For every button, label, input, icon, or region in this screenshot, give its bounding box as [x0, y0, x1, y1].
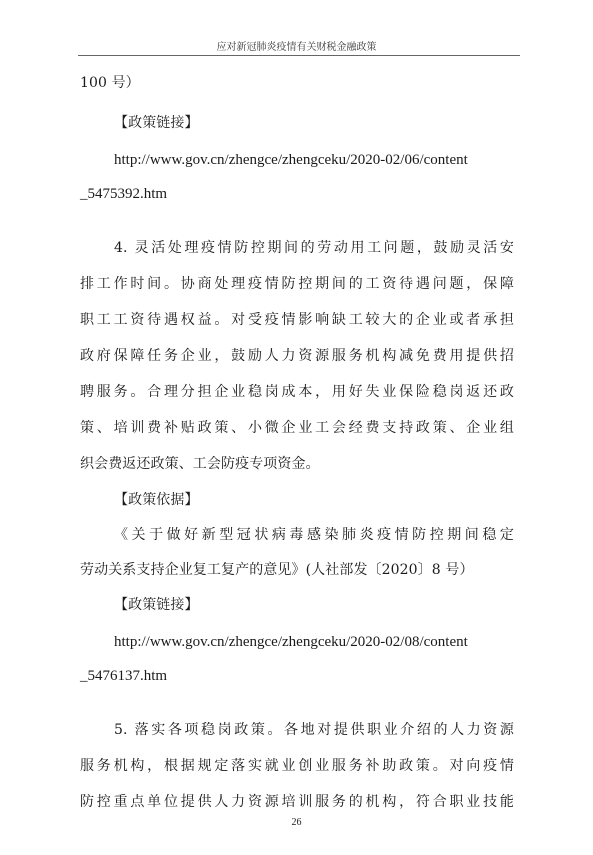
item4-line-4: 政府保障任务企业，鼓励人力资源服务机构减免费用提供招 — [80, 348, 514, 364]
policy-link-label-2: 【政策链接】 — [114, 597, 199, 613]
policy-basis-label: 【政策依据】 — [114, 492, 199, 508]
policy-link-url-line1[interactable]: http://www.gov.cn/zhengce/zhengceku/2020-02/06/content — [114, 152, 468, 168]
policy-basis-line-2: 劳动关系支持企业复工复产的意见》(人社部发〔2020〕8 号） — [80, 562, 474, 578]
page-number: 26 — [291, 817, 302, 828]
item4-line-5: 聘服务。合理分担企业稳岗成本，用好失业保险稳岗返还政 — [80, 384, 514, 400]
item4-line-3: 职工工资待遇权益。对受疫情影响缺工较大的企业或者承担 — [80, 312, 514, 328]
item5-line-1: 5. 落实各项稳岗政策。各地对提供职业介绍的人力资源 — [114, 722, 514, 738]
header-divider — [78, 55, 520, 56]
header-title: 应对新冠肺炎疫情有关财税金融政策 — [216, 42, 377, 53]
policy-link-url-2-line1[interactable]: http://www.gov.cn/zhengce/zhengceku/2020-02/08/content — [114, 634, 468, 650]
item4-line-2: 排工作时间。协商处理疫情防控期间的工资待遇问题，保障 — [80, 276, 514, 292]
item5-line-2: 服务机构，根据规定落实就业创业服务补助政策。对向疫情 — [80, 758, 514, 774]
doc-number-suffix: 100 号） — [80, 75, 140, 91]
policy-basis-line-1: 《关于做好新型冠状病毒感染肺炎疫情防控期间稳定 — [114, 527, 514, 543]
item4-line-7: 织会费返还政策、工会防疫专项资金。 — [80, 456, 320, 472]
item4-line-6: 策、培训费补贴政策、小微企业工会经费支持政策、企业组 — [80, 420, 514, 436]
policy-link-label: 【政策链接】 — [114, 115, 199, 131]
item5-line-3: 防控重点单位提供人力资源培训服务的机构，符合职业技能 — [80, 794, 514, 810]
policy-link-url-2-line2[interactable]: _5476137.htm — [80, 668, 168, 684]
item4-line-1: 4. 灵活处理疫情防控期间的劳动用工问题，鼓励灵活安 — [114, 240, 514, 256]
policy-link-url-line2[interactable]: _5475392.htm — [80, 186, 168, 202]
